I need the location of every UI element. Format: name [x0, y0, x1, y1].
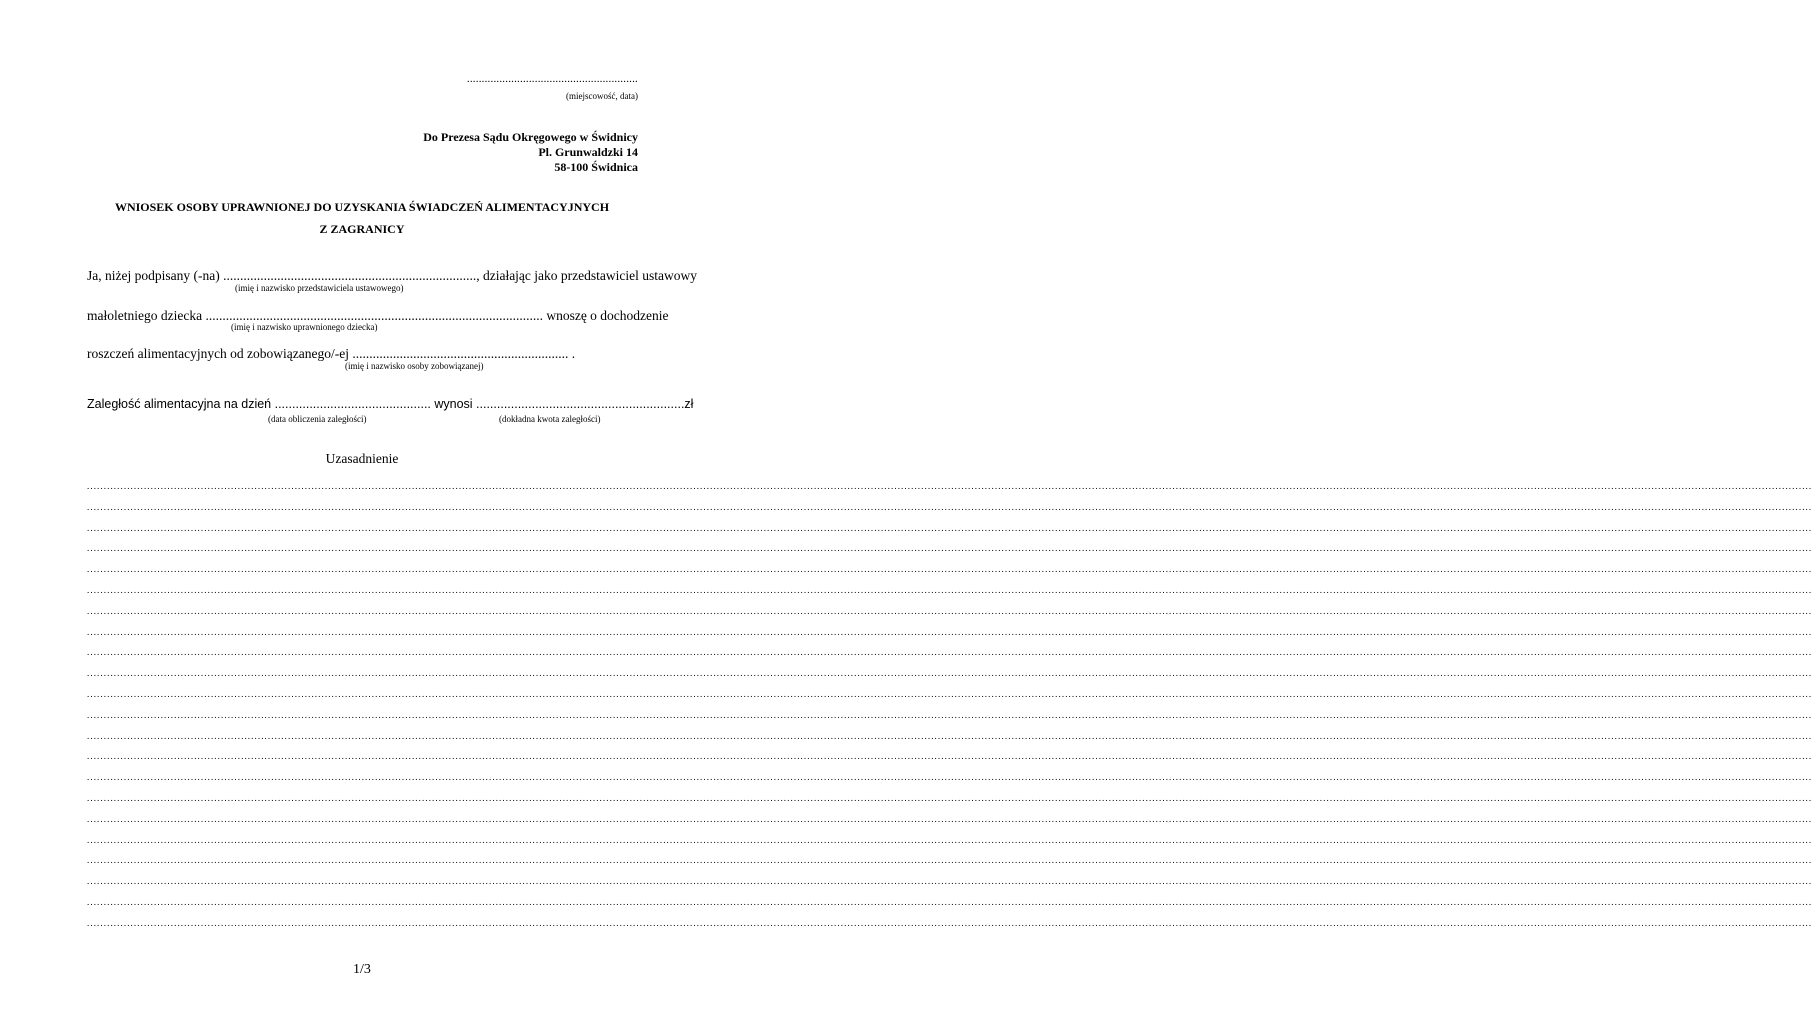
justification-line: ...................................................................................................................................................................................................................................................................................................................................................................................................................................................................................................................................	[87, 522, 1812, 533]
justification-line: ...................................................................................................................................................................................................................................................................................................................................................................................................................................................................................................................................	[87, 626, 1812, 637]
justification-heading: Uzasadnienie	[325, 451, 399, 466]
justification-line: ...................................................................................................................................................................................................................................................................................................................................................................................................................................................................................................................................	[87, 813, 1812, 824]
justification-line: ...................................................................................................................................................................................................................................................................................................................................................................................................................................................................................................................................	[87, 917, 1812, 928]
justification-line: ...................................................................................................................................................................................................................................................................................................................................................................................................................................................................................................................................	[87, 668, 1812, 679]
justification-line: ...................................................................................................................................................................................................................................................................................................................................................................................................................................................................................................................................	[87, 793, 1812, 803]
justification-line: ...................................................................................................................................................................................................................................................................................................................................................................................................................................................................................................................................	[87, 772, 1812, 783]
place-date-dots: ..........................................................	[466, 73, 638, 85]
justification-line: ...................................................................................................................................................................................................................................................................................................................................................................................................................................................................................................................................	[87, 855, 1812, 866]
arrears-amount-caption: (dokładna kwota zaległości)	[499, 414, 601, 424]
document-title-line-1: WNIOSEK OSOBY UPRAWNIONEJ DO UZYSKANIA ŚWIADCZEŃ ALIMENTACYJNYCH	[114, 200, 610, 214]
justification-line: ...................................................................................................................................................................................................................................................................................................................................................................................................................................................................................................................................	[87, 897, 1812, 907]
justification-line: ...................................................................................................................................................................................................................................................................................................................................................................................................................................................................................................................................	[87, 501, 1812, 512]
obligor-caption: (imię i nazwisko osoby zobowiązanej)	[345, 361, 484, 371]
justification-line: ...................................................................................................................................................................................................................................................................................................................................................................................................................................................................................................................................	[87, 647, 1812, 658]
justification-line: ...................................................................................................................................................................................................................................................................................................................................................................................................................................................................................................................................	[87, 751, 1812, 762]
addressee-line-1: Do Prezesa Sądu Okręgowego w Świdnicy	[423, 130, 638, 144]
justification-line: ...................................................................................................................................................................................................................................................................................................................................................................................................................................................................................................................................	[87, 709, 1812, 720]
justification-line: ...................................................................................................................................................................................................................................................................................................................................................................................................................................................................................................................................	[87, 730, 1812, 741]
obligor-text: roszczeń alimentacyjnych od zobowiązanego/-ej ................................................................ .	[87, 346, 576, 361]
justification-line: ...................................................................................................................................................................................................................................................................................................................................................................................................................................................................................................................................	[87, 605, 1812, 616]
arrears-text: Zaległość alimentacyjna na dzień ............................................. wynosi ............................................................	[87, 397, 685, 411]
place-date-caption: (miejscowość, data)	[566, 91, 638, 101]
arrears-date-caption: (data obliczenia zaległości)	[268, 414, 367, 424]
addressee-line-2: Pl. Grunwaldzki 14	[538, 145, 638, 159]
representative-line	[87, 268, 697, 284]
justification-line: ...................................................................................................................................................................................................................................................................................................................................................................................................................................................................................................................................	[87, 834, 1812, 845]
justification-line: ...................................................................................................................................................................................................................................................................................................................................................................................................................................................................................................................................	[87, 585, 1812, 595]
currency-unit: zł	[684, 397, 694, 411]
document-title-line-2: Z ZAGRANICY	[319, 222, 405, 236]
justification-line: ...................................................................................................................................................................................................................................................................................................................................................................................................................................................................................................................................	[87, 689, 1812, 699]
justification-line: ...................................................................................................................................................................................................................................................................................................................................................................................................................................................................................................................................	[87, 876, 1812, 887]
justification-line: ...................................................................................................................................................................................................................................................................................................................................................................................................................................................................................................................................	[87, 543, 1812, 554]
arrears-line	[87, 397, 694, 411]
obligor-line	[87, 346, 637, 362]
child-caption: (imię i nazwisko uprawnionego dziecka)	[231, 322, 378, 332]
justification-line: ...................................................................................................................................................................................................................................................................................................................................................................................................................................................................................................................................	[87, 564, 1812, 575]
representative-text: Ja, niżej podpisany (-na) ..........................................................................., działając jako przedstawiciel ustawowy	[87, 268, 697, 283]
representative-caption: (imię i nazwisko przedstawiciela ustawowego)	[235, 283, 404, 293]
page-number: 1/3	[353, 962, 371, 977]
justification-line: ...................................................................................................................................................................................................................................................................................................................................................................................................................................................................................................................................	[87, 481, 1812, 491]
child-text: małoletniego dziecka .................................................................................................... wnoszę o dochodzenie	[87, 308, 669, 323]
addressee-line-3: 58-100 Świdnica	[554, 160, 638, 174]
